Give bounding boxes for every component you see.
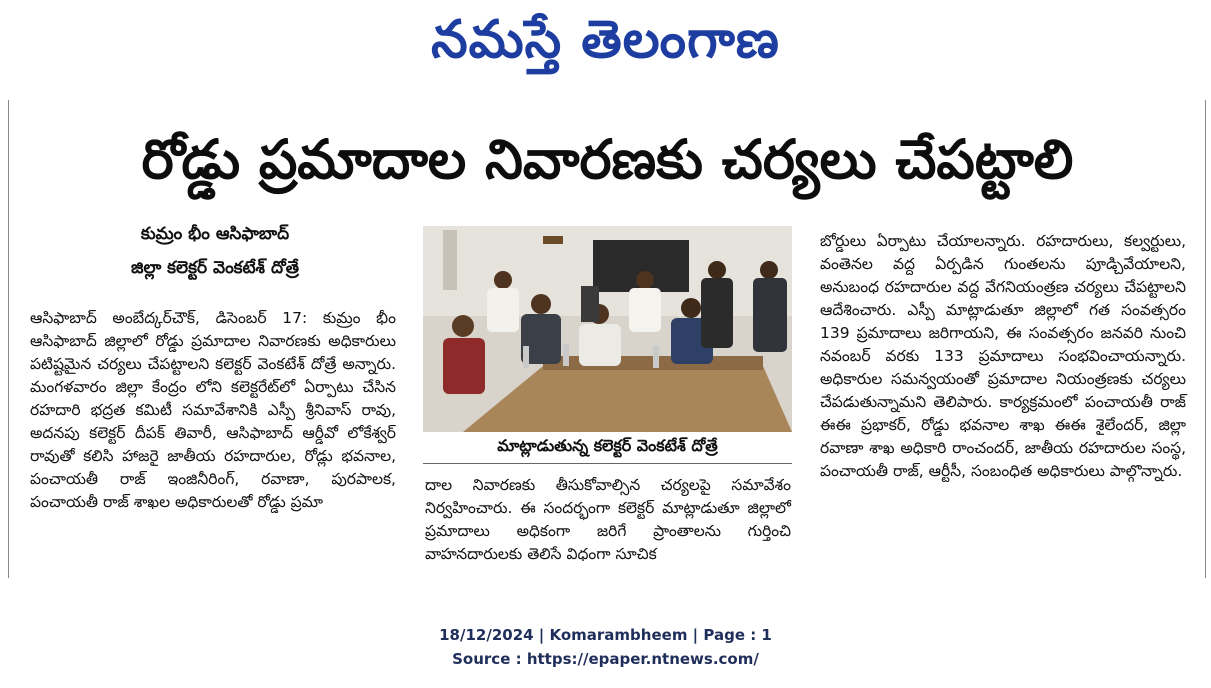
newspaper-masthead: నమస్తే తెలంగాణ (431, 9, 780, 70)
footer-date-edition: 18/12/2024 | Komarambheem | Page : 1 (439, 626, 772, 644)
caption-divider (423, 463, 792, 464)
article-headline: రోడ్డు ప్రమాదాల నివారణకు చర్యలు చేపట్టాలి (141, 128, 1074, 191)
photo-caption: మాట్లాడుతున్న కలెక్టర్ వెంకటేశ్ దోత్రే (497, 436, 718, 455)
article-column-left (30, 307, 396, 514)
dateline-place: కుమ్రం భీం ఆసిఫాబాద్ (140, 224, 290, 244)
dateline-byline: జిల్లా కలెక్టర్ వెంకటేశ్ దోత్రే (131, 258, 299, 278)
article-column-right (820, 230, 1186, 483)
article-column-middle (425, 474, 791, 566)
footer-source: Source : https://epaper.ntnews.com/ (452, 650, 759, 668)
meeting-photo (423, 226, 792, 432)
column-left-text: ఆసిఫాబాద్ అంబేద్కర్‌చౌక్, డిసెంబర్ 17: కుమ్రం భీం ఆసిఫాబాద్ జిల్లాలో రోడ్డు ప్రమాదాల నివారణకు అధికారులు పటిష్టమైన చర్యలు చేపట్టాలని కలెక్టర్ వెంకటేశ్ దోత్రే అన్నారు. మంగళవారం జిల్లా కేంద్రం లోని కలెక్టరేట్‌లో ఏర్పాటు చేసిన రహదారి భద్రత కమిటీ సమావేశానికి ఎస్పీ శ్రీనివాస్ రావు, అదనపు కలెక్టర్ దీపక్ తివారీ, ఆసిఫాబాద్ ఆర్డీవో లోకేశ్వర్ రావుతో కలిసి హాజరై జాతీయ రహదారుల, రోడ్లు భవనాల, పంచాయతీ రాజ్ ఇంజినీరింగ్, రవాణా, పురపాలక, పంచాయతీ రాజ్ శాఖల అధికారులతో రోడ్డు ప్రమా (30, 309, 396, 511)
column-middle-text: దాల నివారణకు తీసుకోవాల్సిన చర్యలపై సమావేశం నిర్వహించారు. ఈ సందర్భంగా కలెక్టర్ మాట్లాడుతూ జిల్లాలో ప్రమాదాలు అధికంగా జరిగే ప్రాంతాలను గుర్తించి వాహనదారులకు తెలిసే విధంగా సూచిక (425, 476, 791, 563)
column-right-text: బోర్డులు ఏర్పాటు చేయాలన్నారు. రహదారులు, కల్వర్టులు, వంతెనల వద్ద ఏర్పడిన గుంతలను పూడ్చివేయాలని, అనుబంధ రహదారుల వద్ద వేగనియంత్రణ చర్యలు చేపట్టాలని ఆదేశించారు. ఎస్పీ మాట్లాడుతూ జిల్లాలో గత సంవత్సరం 139 ప్రమాదాలు జరిగాయని, ఈ సంవత్సరం జనవరి నుంచి నవంబర్ వరకు 133 ప్రమాదాలు సంభవించాయన్నారు. అధికారుల సమన్వయంతో ప్రమాదాల నియంత్రణకు చర్యలు చేపడుతున్నామని తెలిపారు. కార్యక్రమంలో పంచాయతీ రాజ్ ఈఈ ప్రభాకర్, రోడ్డు భవనాల శాఖ ఈఈ శైలేందర్, జిల్లా రవాణా శాఖ అధికారి రాంచందర్, జాతీయ రహదారుల సంస్థ, పంచాయతీ రాజ్, ఆర్టీసీ, సంబంధిత అధికారులు పాల్గొన్నారు. (820, 232, 1186, 480)
article-photo (423, 226, 792, 432)
